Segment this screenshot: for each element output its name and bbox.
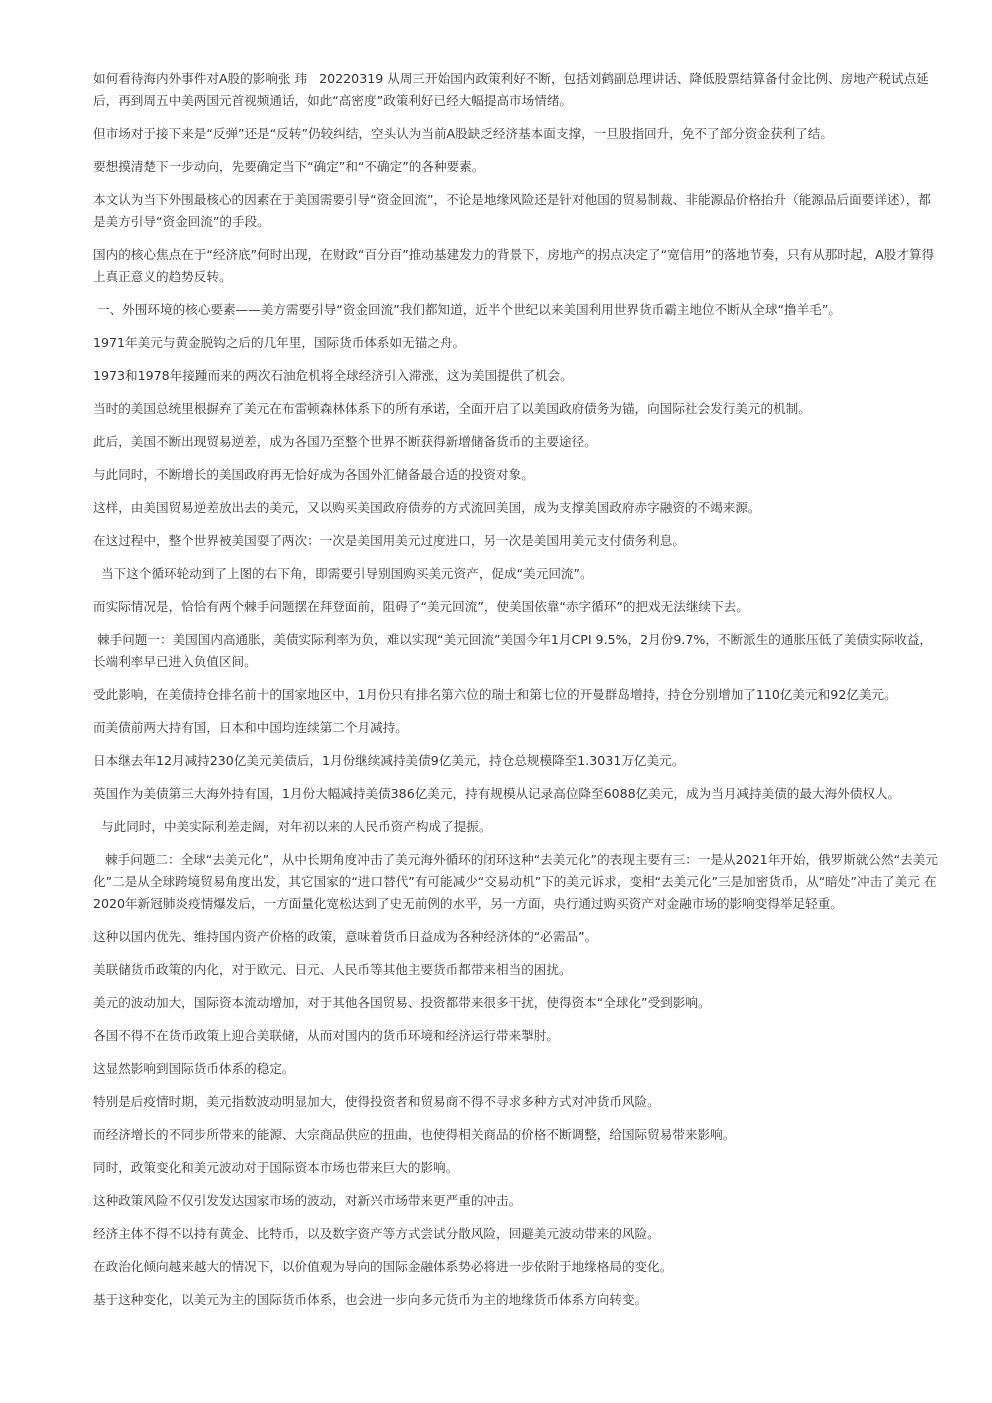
- paragraph-17: 受此影响，在美债持仓排名前十的国家地区中，1月份只有排名第六位的瑞士和第七位的开曼群岛增持，持仓分别增加了110亿美元和92亿美元。: [93, 687, 897, 702]
- paragraph-1: 如何看待海内外事件对A股的影响张 玮 20220319 从周三开始国内政策利好不断，包括刘鹤副总理讲话、降低股票结算备付金比例、房地产税试点延后，再到周五中美两国元首视频通话，如此“高密度”政策利好已经大幅提高市场情绪。: [93, 71, 929, 108]
- paragraph-22: 棘手问题二：全球“去美元化”，从中长期角度冲击了美元海外循环的闭环这种“去美元化”的表现主要有三：一是从2021年开始，俄罗斯就公然“去美元化”二是从全球跨境贸易角度出发，其它国家的“进口替代”有可能减少“交易动机”下的美元诉求，变相“去美元化”三是加密货币，从“暗处”冲击了美元 在2020年新冠肺炎疫情爆发后，一方面量化宽松达到了史无前例的水平，另一方面，央行通过购买资产对金融市场的影响变得举足轻重。: [93, 852, 938, 911]
- paragraph-2: 但市场对于接下来是“反弹”还是“反转”仍较纠结，空头认为当前A股缺乏经济基本面支撑，一旦股指回升，免不了部分资金获利了结。: [93, 126, 833, 141]
- section-heading-1: 一、外围环境的核心要素——美方需要引导“资金回流”我们都知道，近半个世纪以来美国利用世界货币霸主地位不断从全球“撸羊毛”。: [93, 302, 841, 317]
- paragraph-31: 这种政策风险不仅引发发达国家市场的波动，对新兴市场带来更严重的冲击。: [93, 1193, 522, 1208]
- paragraph-21: 与此同时，中美实际利差走阔，对年初以来的人民币资产构成了提振。: [93, 819, 492, 834]
- paragraph-29: 而经济增长的不同步所带来的能源、大宗商品供应的扭曲，也使得相关商品的价格不断调整，给国际贸易带来影响。: [93, 1127, 736, 1142]
- paragraph-15: 而实际情况是，恰恰有两个棘手问题摆在拜登面前，阻碍了“美元回流”，使美国依靠“赤字循环”的把戏无法继续下去。: [93, 599, 749, 614]
- paragraph-13: 在这过程中，整个世界被美国耍了两次：一次是美国用美元过度进口，另一次是美国用美元支付债务利息。: [93, 533, 685, 548]
- paragraph-32: 经济主体不得不以持有黄金、比特币，以及数字资产等方式尝试分散风险，回避美元波动带来的风险。: [93, 1226, 660, 1241]
- paragraph-9: 当时的美国总统里根摒弃了美元在布雷顿森林体系下的所有承诺，全面开启了以美国政府债务为锚，向国际社会发行美元的机制。: [93, 401, 811, 416]
- paragraph-5: 国内的核心焦点在于“经济底”何时出现，在财政“百分百”推动基建发力的背景下，房地产的拐点决定了“宽信用”的落地节奏，只有从那时起，A股才算得上真正意义的趋势反转。: [93, 247, 935, 284]
- document-body: [93, 68, 943, 1322]
- paragraph-28: 特别是后疫情时期，美元指数波动明显加大，使得投资者和贸易商不得不寻求多种方式对冲货币风险。: [93, 1094, 660, 1109]
- paragraph-7: 1971年美元与黄金脱钩之后的几年里，国际货币体系如无锚之舟。: [93, 335, 466, 350]
- paragraph-26: 各国不得不在货币政策上迎合美联储，从而对国内的货币环境和经济运行带来掣肘。: [93, 1028, 559, 1043]
- paragraph-25: 美元的波动加大，国际资本流动增加，对于其他各国贸易、投资都带来很多干扰，使得资本“全球化”受到影响。: [93, 995, 711, 1010]
- paragraph-24: 美联储货币政策的内化，对于欧元、日元、人民币等其他主要货币都带来相当的困扰。: [93, 962, 572, 977]
- paragraph-23: 这种以国内优先、维持国内资产价格的政策，意味着货币日益成为各种经济体的“必需品”。: [93, 929, 598, 944]
- paragraph-4: 本文认为当下外围最核心的因素在于美国需要引导“资金回流”，不论是地缘风险还是针对他国的贸易制裁、非能源品价格抬升（能源品后面要详述），都是美方引导“资金回流”的手段。: [93, 192, 931, 229]
- paragraph-34: 基于这种变化，以美元为主的国际货币体系，也会进一步向多元货币为主的地缘货币体系方向转变。: [93, 1292, 648, 1307]
- paragraph-12: 这样，由美国贸易逆差放出去的美元，又以购买美国政府债券的方式流回美国，成为支撑美国政府赤字融资的不竭来源。: [93, 500, 761, 515]
- paragraph-20: 英国作为美债第三大海外持有国，1月份大幅减持美债386亿美元，持有规模从记录高位降至6088亿美元，成为当月减持美债的最大海外债权人。: [93, 786, 901, 801]
- paragraph-27: 这显然影响到国际货币体系的稳定。: [93, 1061, 295, 1076]
- paragraph-33: 在政治化倾向越来越大的情况下，以价值观为导向的国际金融体系势必将进一步依附于地缘格局的变化。: [93, 1259, 673, 1274]
- paragraph-18: 而美债前两大持有国，日本和中国均连续第二个月减持。: [93, 720, 408, 735]
- paragraph-19: 日本继去年12月减持230亿美元美债后，1月份继续减持美债9亿美元，持仓总规模降至1.3031万亿美元。: [93, 753, 685, 768]
- paragraph-3: 要想摸清楚下一步动向，先要确定当下“确定”和“不确定”的各种要素。: [93, 159, 485, 174]
- paragraph-11: 与此同时，不断增长的美国政府再无恰好成为各国外汇储备最合适的投资对象。: [93, 467, 534, 482]
- paragraph-8: 1973和1978年接踵而来的两次石油危机将全球经济引入滞涨，这为美国提供了机会。: [93, 368, 573, 383]
- paragraph-16: 棘手问题一：美国国内高通胀，美债实际利率为负，难以实现“美元回流”美国今年1月CPI 9.5%，2月份9.7%，不断派生的通胀压低了美债实际收益，长端利率早已进入负值区间。: [93, 632, 933, 669]
- paragraph-14: 当下这个循环轮动到了上图的右下角，即需要引导别国购买美元资产，促成“美元回流”。: [93, 566, 593, 581]
- paragraph-10: 此后，美国不断出现贸易逆差，成为各国乃至整个世界不断获得新增储备货币的主要途径。: [93, 434, 597, 449]
- paragraph-30: 同时，政策变化和美元波动对于国际资本市场也带来巨大的影响。: [93, 1160, 459, 1175]
